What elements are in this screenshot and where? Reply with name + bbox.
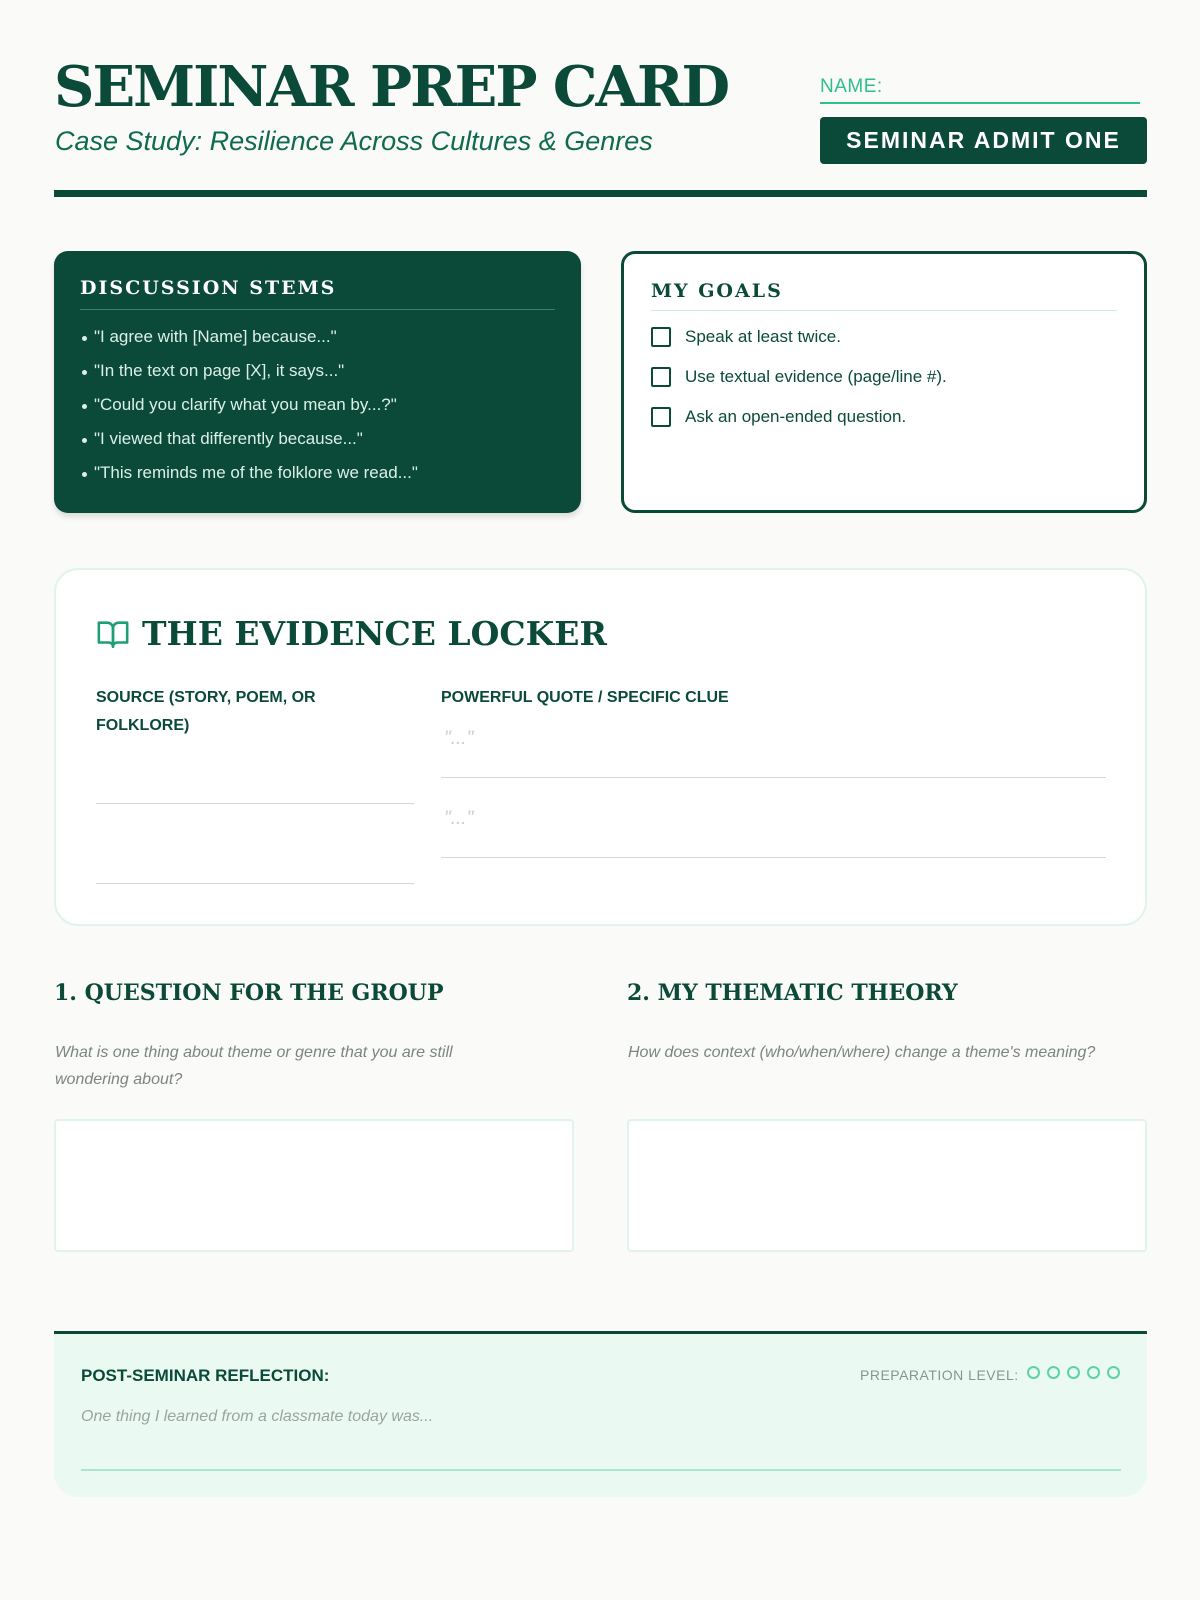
admit-badge: SEMINAR ADMIT ONE: [820, 117, 1147, 164]
question-for-group-title: 1. QUESTION FOR THE GROUP: [54, 980, 444, 1006]
my-goals-card: [621, 251, 1147, 513]
goal-label: Use textual evidence (page/line #).: [685, 367, 947, 386]
thematic-theory-prompt: How does context (who/when/where) change a theme's meaning?: [628, 1044, 1096, 1061]
seminar-prep-card: [54, 0, 1147, 1600]
header-divider: [54, 190, 1147, 197]
reflection-answer-line[interactable]: [81, 1469, 1121, 1471]
page-subtitle: Case Study: Resilience Across Cultures & Genres: [55, 126, 653, 156]
discussion-stems-title: DISCUSSION STEMS: [80, 277, 555, 310]
rating-circle[interactable]: [1107, 1366, 1120, 1379]
question-for-group-box[interactable]: [54, 1119, 574, 1252]
quote-line-1[interactable]: [441, 777, 1106, 778]
reflection-label: POST-SEMINAR REFLECTION:: [81, 1366, 330, 1385]
goal-checkbox[interactable]: [651, 327, 671, 347]
list-item: "In the text on page [X], it says...": [80, 356, 555, 390]
book-icon: [96, 617, 130, 651]
question-for-group-prompt: What is one thing about theme or genre that you are still wondering about?: [55, 1044, 453, 1088]
rating-circle[interactable]: [1067, 1366, 1080, 1379]
preparation-level-rating: [1027, 1366, 1127, 1379]
post-seminar-reflection: [54, 1331, 1147, 1497]
quote-column-header: POWERFUL QUOTE / SPECIFIC CLUE: [441, 689, 729, 706]
source-line-1[interactable]: [96, 803, 414, 804]
quote-placeholder: "...": [444, 808, 474, 829]
list-item: "This reminds me of the folklore we read...": [80, 458, 555, 492]
list-item: "Could you clarify what you mean by...?": [80, 390, 555, 424]
goal-label: Speak at least twice.: [685, 327, 841, 346]
goal-checkbox[interactable]: [651, 407, 671, 427]
goal-item: [651, 397, 1117, 437]
thematic-theory-title: 2. MY THEMATIC THEORY: [627, 980, 958, 1006]
rating-circle[interactable]: [1047, 1366, 1060, 1379]
rating-circle[interactable]: [1027, 1366, 1040, 1379]
page-title: SEMINAR PREP CARD: [54, 54, 729, 120]
my-goals-title: MY GOALS: [651, 280, 1117, 311]
source-line-2[interactable]: [96, 883, 414, 884]
goal-item: [651, 317, 1117, 357]
preparation-level-label: PREPARATION LEVEL:: [860, 1367, 1019, 1383]
goal-checkbox[interactable]: [651, 367, 671, 387]
reflection-prompt: One thing I learned from a classmate today was...: [81, 1408, 434, 1425]
goal-item: [651, 357, 1117, 397]
discussion-stems-list: [80, 322, 555, 492]
list-item: "I agree with [Name] because...": [80, 322, 555, 356]
thematic-theory-box[interactable]: [627, 1119, 1147, 1252]
evidence-locker-card: [54, 568, 1147, 926]
discussion-stems-card: [54, 251, 581, 513]
goal-label: Ask an open-ended question.: [685, 407, 907, 426]
name-label: NAME:: [820, 76, 883, 97]
rating-circle[interactable]: [1087, 1366, 1100, 1379]
goal-list: [651, 317, 1117, 437]
list-item: "I viewed that differently because...": [80, 424, 555, 458]
name-field[interactable]: [820, 76, 1140, 104]
evidence-locker-header: [96, 614, 607, 653]
quote-line-2[interactable]: [441, 857, 1106, 858]
source-column-header: SOURCE (STORY, POEM, OR FOLKLORE): [96, 689, 316, 734]
quote-placeholder: "...": [444, 728, 474, 749]
evidence-locker-title: THE EVIDENCE LOCKER: [142, 614, 607, 653]
